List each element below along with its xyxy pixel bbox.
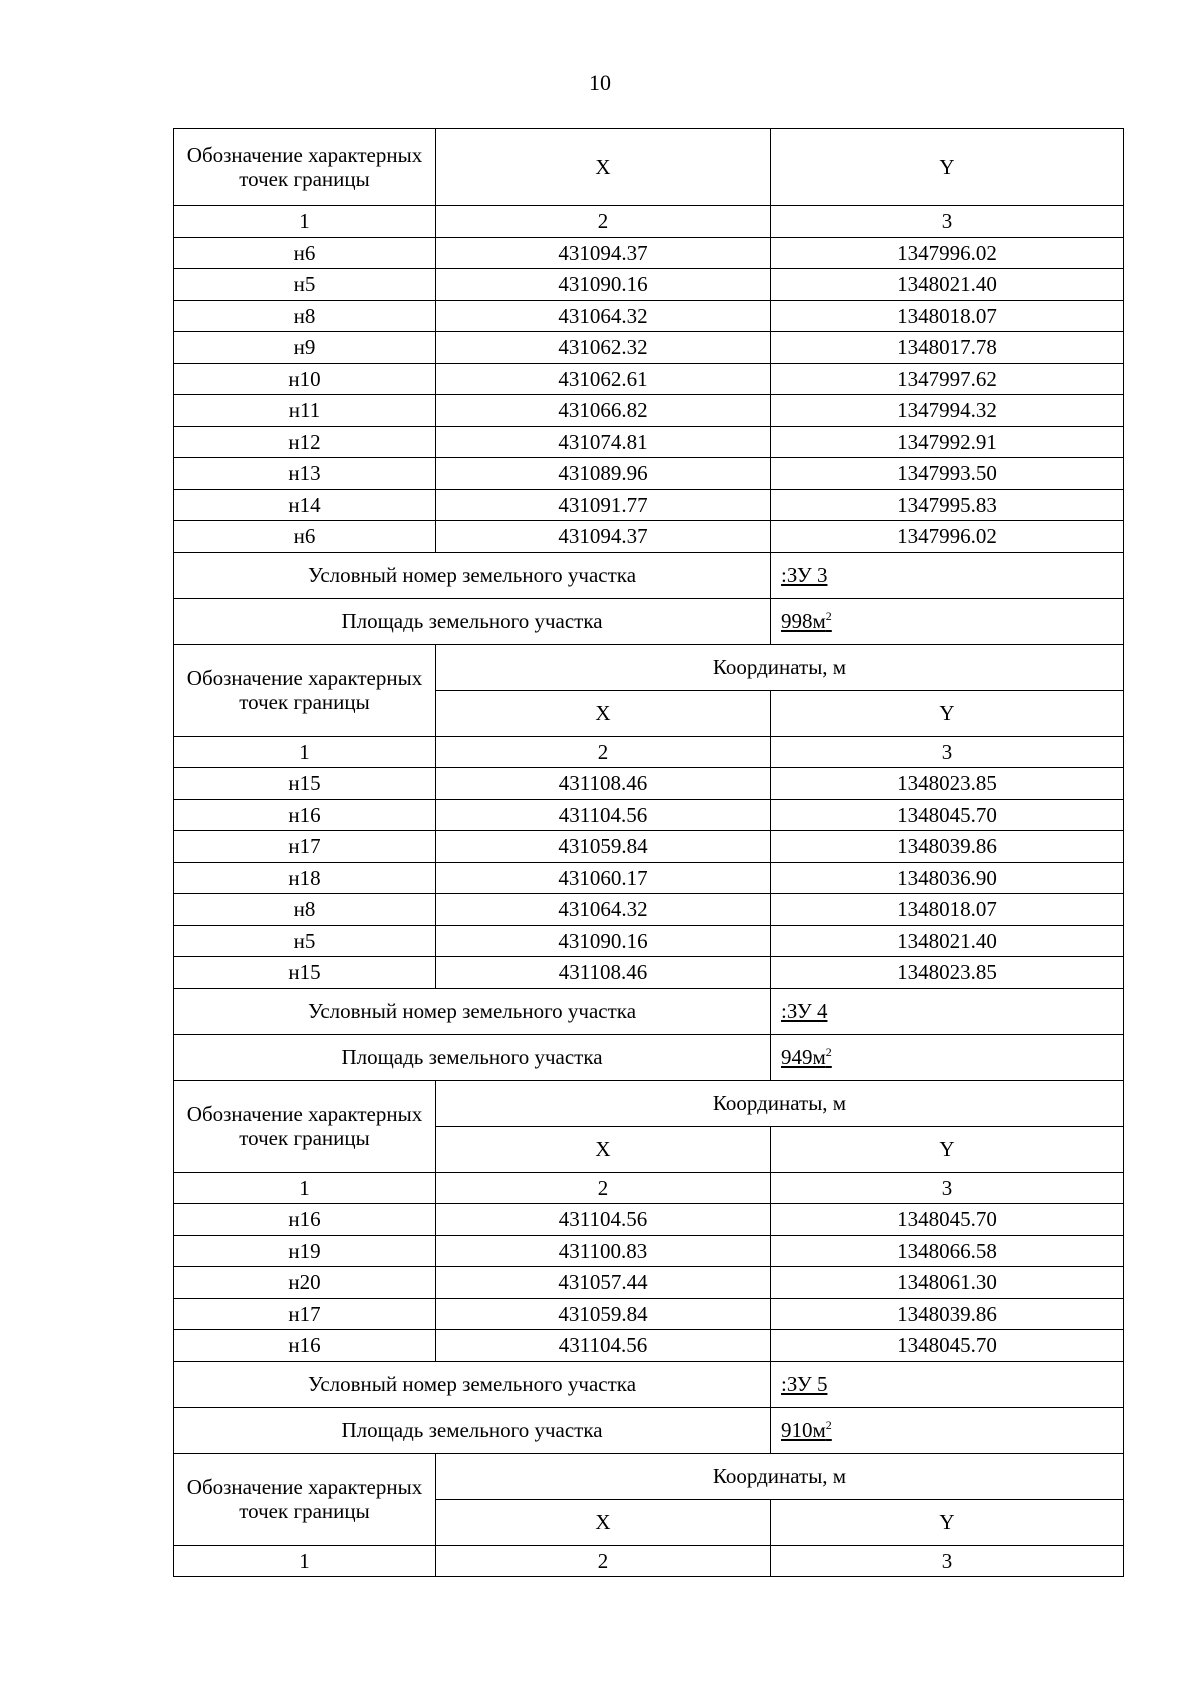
x-cell: 431074.81 [436,426,771,458]
point-cell: н19 [174,1235,436,1267]
x-cell: 431062.61 [436,363,771,395]
point-cell: н15 [174,957,436,989]
point-cell: н13 [174,458,436,490]
plot-number-label: Условный номер земельного участка [174,1361,771,1407]
table-row [174,363,1124,395]
point-cell: н20 [174,1267,436,1299]
plot-area-text [781,609,832,633]
plot-area-text [781,1418,832,1442]
plot-number-value [771,1361,1124,1407]
page-number: 10 [589,70,611,95]
plot-area-number: 998м [781,609,826,633]
point-cell: н16 [174,1204,436,1236]
plot-area-value [771,1407,1124,1453]
plot-number-text: :ЗУ 5 [781,1372,828,1396]
point-cell: н10 [174,363,436,395]
column-number: 3 [771,1545,1124,1577]
table-header-row [174,1453,1124,1499]
point-cell: н12 [174,426,436,458]
plot-number-value [771,552,1124,598]
x-cell: 431059.84 [436,1298,771,1330]
point-cell: н6 [174,521,436,553]
point-cell: н16 [174,1330,436,1362]
table-row [174,768,1124,800]
plot-number-text: :ЗУ 3 [781,563,828,587]
table-row [174,300,1124,332]
point-cell: н17 [174,1298,436,1330]
plot-area-row [174,1407,1124,1453]
plot-area-row [174,1034,1124,1080]
y-cell: 1348061.30 [771,1267,1124,1299]
plot-area-row [174,598,1124,644]
y-cell: 1347995.83 [771,489,1124,521]
point-cell: н6 [174,237,436,269]
plot-area-value [771,1034,1124,1080]
header-x: X [436,1126,771,1172]
table-row [174,1267,1124,1299]
coordinates-table [173,128,1124,1577]
x-cell: 431104.56 [436,1204,771,1236]
x-cell: 431104.56 [436,1330,771,1362]
plot-area-number: 949м [781,1045,826,1069]
x-cell: 431090.16 [436,925,771,957]
table-row [174,395,1124,427]
column-number-row [174,1545,1124,1577]
point-cell: н8 [174,300,436,332]
y-cell: 1347993.50 [771,458,1124,490]
plot-area-label: Площадь земельного участка [174,598,771,644]
y-cell: 1348023.85 [771,768,1124,800]
x-cell: 431064.32 [436,300,771,332]
x-cell: 431100.83 [436,1235,771,1267]
x-cell: 431094.37 [436,237,771,269]
column-number: 1 [174,1172,436,1204]
header-x: X [436,690,771,736]
y-cell: 1348045.70 [771,1330,1124,1362]
x-cell: 431104.56 [436,799,771,831]
point-cell: н5 [174,925,436,957]
y-cell: 1348039.86 [771,831,1124,863]
x-cell: 431089.96 [436,458,771,490]
column-number: 2 [436,206,771,238]
y-cell: 1348066.58 [771,1235,1124,1267]
column-number: 1 [174,206,436,238]
table-row [174,489,1124,521]
y-cell: 1348018.07 [771,300,1124,332]
plot-number-label: Условный номер земельного участка [174,988,771,1034]
table-row [174,1235,1124,1267]
point-cell: н16 [174,799,436,831]
column-number: 2 [436,1545,771,1577]
column-number: 3 [771,1172,1124,1204]
table-header-row [174,644,1124,690]
table-row [174,1330,1124,1362]
header-x: X [436,1499,771,1545]
x-cell: 431060.17 [436,862,771,894]
y-cell: 1347996.02 [771,237,1124,269]
y-cell: 1348039.86 [771,1298,1124,1330]
table-row [174,831,1124,863]
header-coordinates: Координаты, м [436,1080,1124,1126]
y-cell: 1347992.91 [771,426,1124,458]
table-row [174,957,1124,989]
plot-area-sup: 2 [825,1418,832,1432]
table-row [174,925,1124,957]
column-number-row [174,1172,1124,1204]
table-row [174,894,1124,926]
column-number: 2 [436,736,771,768]
point-cell: н15 [174,768,436,800]
point-cell: н17 [174,831,436,863]
header-y: Y [771,1499,1124,1545]
table-row [174,237,1124,269]
table-row [174,1204,1124,1236]
x-cell: 431059.84 [436,831,771,863]
table-row [174,521,1124,553]
point-cell: н18 [174,862,436,894]
y-cell: 1347997.62 [771,363,1124,395]
table-row [174,862,1124,894]
table-row [174,426,1124,458]
plot-area-sup: 2 [825,609,832,623]
plot-area-value [771,598,1124,644]
point-cell: н8 [174,894,436,926]
y-cell: 1348023.85 [771,957,1124,989]
header-coordinates: Координаты, м [436,1453,1124,1499]
column-number: 1 [174,736,436,768]
point-cell: н11 [174,395,436,427]
plot-number-row [174,988,1124,1034]
plot-area-label: Площадь земельного участка [174,1034,771,1080]
plot-area-label: Площадь земельного участка [174,1407,771,1453]
header-x: X [436,129,771,206]
header-y: Y [771,690,1124,736]
x-cell: 431094.37 [436,521,771,553]
x-cell: 431062.32 [436,332,771,364]
column-number-row [174,206,1124,238]
point-cell: н14 [174,489,436,521]
y-cell: 1348017.78 [771,332,1124,364]
table-row [174,458,1124,490]
plot-number-text: :ЗУ 4 [781,999,828,1023]
column-number: 3 [771,736,1124,768]
plot-number-label: Условный номер земельного участка [174,552,771,598]
y-cell: 1348018.07 [771,894,1124,926]
plot-area-number: 910м [781,1418,826,1442]
table-row [174,799,1124,831]
x-cell: 431108.46 [436,957,771,989]
y-cell: 1348045.70 [771,1204,1124,1236]
table-row [174,332,1124,364]
y-cell: 1347996.02 [771,521,1124,553]
plot-number-value [771,988,1124,1034]
header-coordinates: Координаты, м [436,644,1124,690]
x-cell: 431057.44 [436,1267,771,1299]
x-cell: 431064.32 [436,894,771,926]
header-y: Y [771,129,1124,206]
x-cell: 431066.82 [436,395,771,427]
header-point-designation: Обозначение характерных точек границы [174,1453,436,1545]
table-row [174,1298,1124,1330]
y-cell: 1347994.32 [771,395,1124,427]
header-y: Y [771,1126,1124,1172]
y-cell: 1348036.90 [771,862,1124,894]
plot-area-text [781,1045,832,1069]
column-number: 1 [174,1545,436,1577]
header-point-designation: Обозначение характерных точек границы [174,129,436,206]
table-header-row [174,1080,1124,1126]
column-number: 2 [436,1172,771,1204]
plot-number-row [174,1361,1124,1407]
x-cell: 431091.77 [436,489,771,521]
header-point-designation: Обозначение характерных точек границы [174,1080,436,1172]
table-header-row [174,129,1124,206]
x-cell: 431108.46 [436,768,771,800]
column-number-row [174,736,1124,768]
x-cell: 431090.16 [436,269,771,301]
plot-number-row [174,552,1124,598]
column-number: 3 [771,206,1124,238]
point-cell: н5 [174,269,436,301]
y-cell: 1348021.40 [771,269,1124,301]
header-point-designation: Обозначение характерных точек границы [174,644,436,736]
coordinates-table-body [174,129,1124,1577]
point-cell: н9 [174,332,436,364]
table-row [174,269,1124,301]
y-cell: 1348021.40 [771,925,1124,957]
plot-area-sup: 2 [825,1045,832,1059]
y-cell: 1348045.70 [771,799,1124,831]
